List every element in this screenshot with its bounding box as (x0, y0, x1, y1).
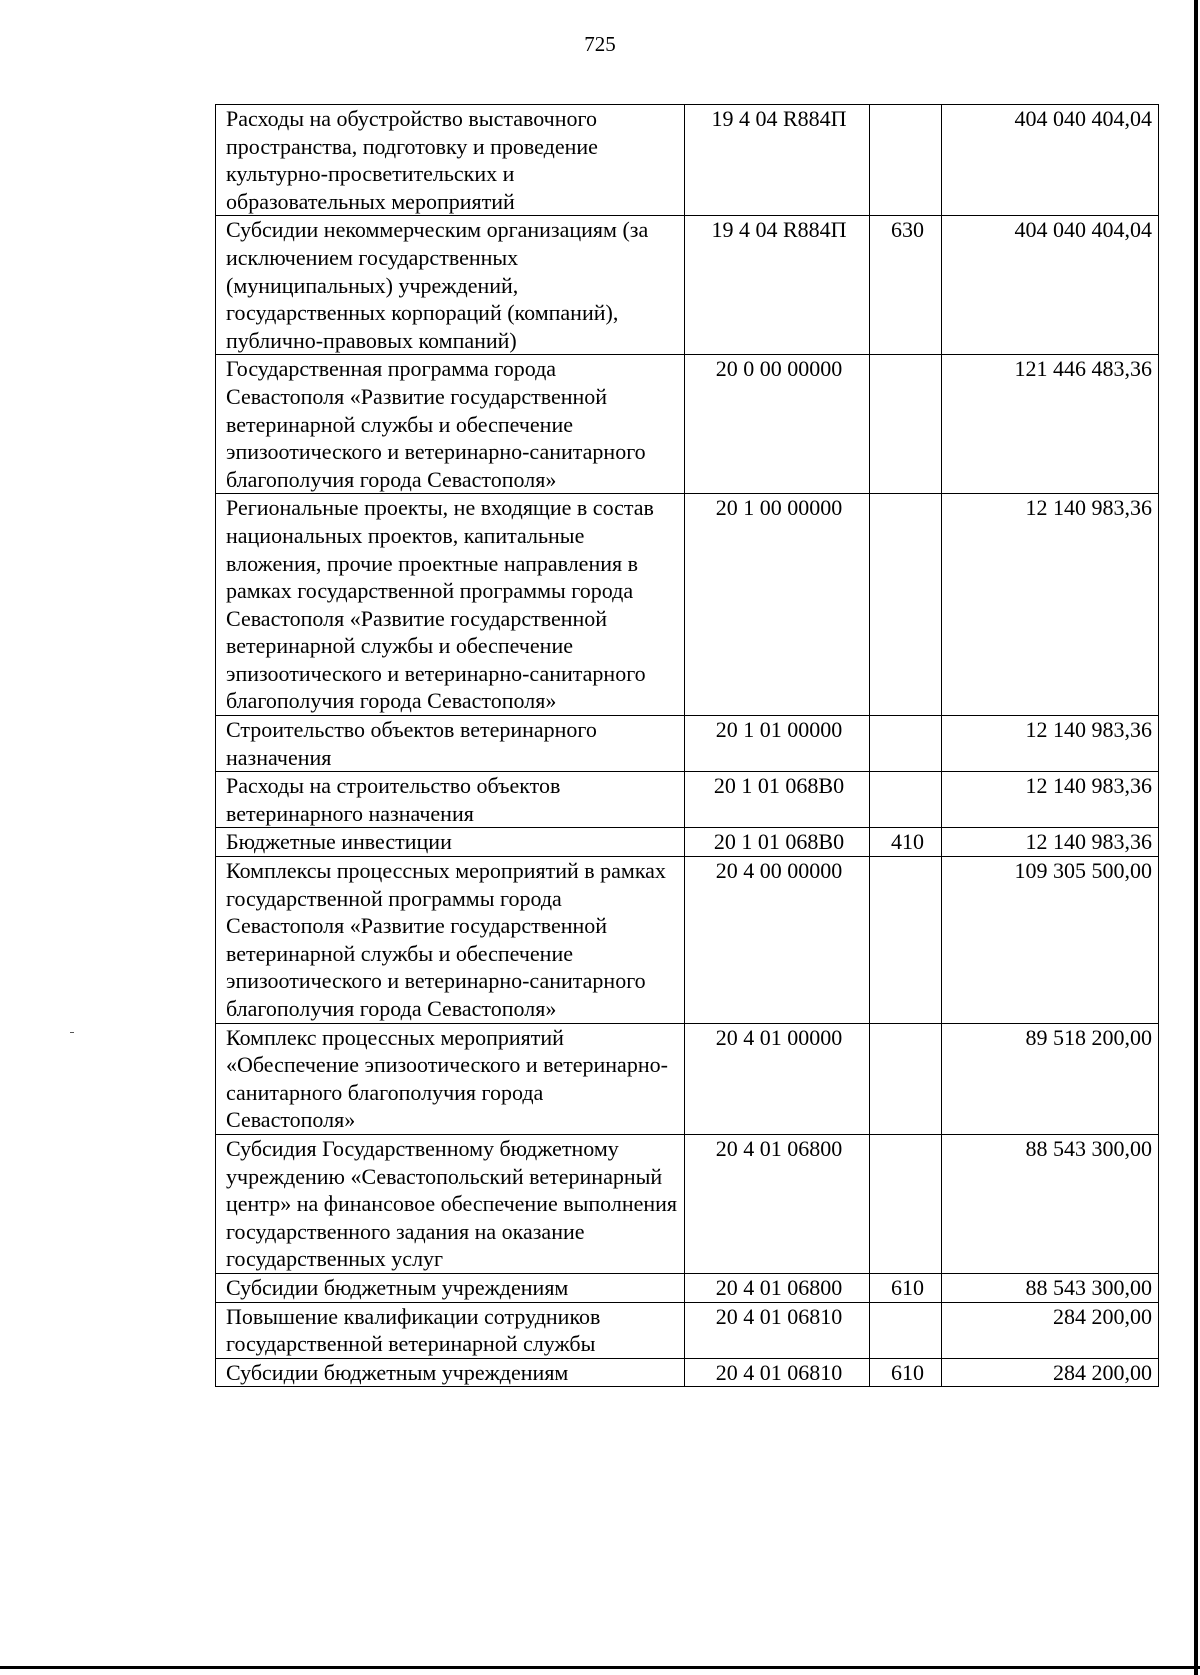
expense-name-cell: Повышение квалификации сотрудников государственной ветеринарной службы (216, 1302, 685, 1358)
expense-type-cell: 410 (870, 828, 942, 857)
target-code-cell: 20 1 01 068В0 (685, 828, 870, 857)
amount-cell: 284 200,00 (942, 1358, 1159, 1387)
expense-type-cell (870, 1302, 942, 1358)
expense-name-cell: Расходы на строительство объектов ветеринарного назначения (216, 772, 685, 828)
amount-cell: 109 305 500,00 (942, 857, 1159, 1024)
amount-cell: 88 543 300,00 (942, 1134, 1159, 1273)
expense-name-cell: Комплексы процессных мероприятий в рамках государственной программы города Севастополя «Развитие государственной ветеринарной службы и обеспечение эпизоотического и ветеринарно-санитарного благополучия города Севастополя» (216, 857, 685, 1024)
amount-cell: 404 040 404,04 (942, 105, 1159, 216)
target-code-cell: 20 4 00 00000 (685, 857, 870, 1024)
target-code-cell: 20 1 01 068В0 (685, 772, 870, 828)
table-row (216, 1273, 1159, 1302)
amount-cell: 89 518 200,00 (942, 1023, 1159, 1134)
table-row (216, 1358, 1159, 1387)
expense-name-cell: Государственная программа города Севастополя «Развитие государственной ветеринарной службы и обеспечение эпизоотического и ветеринарно-санитарного благополучия города Севастополя» (216, 355, 685, 494)
expense-type-cell (870, 494, 942, 716)
amount-cell: 121 446 483,36 (942, 355, 1159, 494)
target-code-cell: 20 4 01 06810 (685, 1358, 870, 1387)
expense-type-cell: 610 (870, 1273, 942, 1302)
expense-type-cell (870, 857, 942, 1024)
table-row (216, 828, 1159, 857)
expense-type-cell (870, 1023, 942, 1134)
table-row (216, 216, 1159, 355)
table-row (216, 772, 1159, 828)
expense-type-cell (870, 1134, 942, 1273)
expense-type-cell (870, 716, 942, 772)
table-row (216, 1023, 1159, 1134)
expense-name-cell: Региональные проекты, не входящие в состав национальных проектов, капитальные вложения, прочие проектные направления в рамках государственной программы города Севастополя «Развитие государственной ветеринарной службы и обеспечение эпизоотического и ветеринарно-санитарного благополучия города Севастополя» (216, 494, 685, 716)
expense-type-cell (870, 355, 942, 494)
expense-type-cell (870, 105, 942, 216)
table-row (216, 355, 1159, 494)
expense-name-cell: Субсидия Государственному бюджетному учреждению «Севастопольский ветеринарный центр» на финансовое обеспечение выполнения государственного задания на оказание государственных услуг (216, 1134, 685, 1273)
target-code-cell: 20 4 01 06810 (685, 1302, 870, 1358)
target-code-cell: 20 1 00 00000 (685, 494, 870, 716)
expense-type-cell (870, 772, 942, 828)
expense-name-cell: Субсидии бюджетным учреждениям (216, 1273, 685, 1302)
page-number: 725 (584, 32, 616, 56)
table-row (216, 857, 1159, 1024)
expense-type-cell: 610 (870, 1358, 942, 1387)
expense-name-cell: Субсидии бюджетным учреждениям (216, 1358, 685, 1387)
expense-name-cell: Строительство объектов ветеринарного назначения (216, 716, 685, 772)
amount-cell: 12 140 983,36 (942, 772, 1159, 828)
target-code-cell: 19 4 04 R884П (685, 216, 870, 355)
table-row (216, 716, 1159, 772)
expense-type-cell: 630 (870, 216, 942, 355)
budget-table (215, 104, 1159, 1387)
amount-cell: 12 140 983,36 (942, 828, 1159, 857)
amount-cell: 88 543 300,00 (942, 1273, 1159, 1302)
target-code-cell: 19 4 04 R884П (685, 105, 870, 216)
expense-name-cell: Комплекс процессных мероприятий «Обеспечение эпизоотического и ветеринарно-санитарного благополучия города Севастополя» (216, 1023, 685, 1134)
target-code-cell: 20 4 01 06800 (685, 1273, 870, 1302)
scan-edge-right (1194, 0, 1198, 1675)
scan-edge-bottom (0, 1666, 1200, 1669)
target-code-cell: 20 0 00 00000 (685, 355, 870, 494)
amount-cell: 12 140 983,36 (942, 494, 1159, 716)
amount-cell: 12 140 983,36 (942, 716, 1159, 772)
amount-cell: 404 040 404,04 (942, 216, 1159, 355)
target-code-cell: 20 1 01 00000 (685, 716, 870, 772)
expense-name-cell: Субсидии некоммерческим организациям (за исключением государственных (муниципальных) учреждений, государственных корпораций (компаний), публично-правовых компаний) (216, 216, 685, 355)
expense-name-cell: Бюджетные инвестиции (216, 828, 685, 857)
amount-cell: 284 200,00 (942, 1302, 1159, 1358)
table-row (216, 1134, 1159, 1273)
table-row (216, 1302, 1159, 1358)
table-row (216, 105, 1159, 216)
scan-speck (70, 1032, 74, 1033)
expense-name-cell: Расходы на обустройство выставочного пространства, подготовку и проведение культурно-просветительских и образовательных мероприятий (216, 105, 685, 216)
target-code-cell: 20 4 01 06800 (685, 1134, 870, 1273)
table-row (216, 494, 1159, 716)
target-code-cell: 20 4 01 00000 (685, 1023, 870, 1134)
